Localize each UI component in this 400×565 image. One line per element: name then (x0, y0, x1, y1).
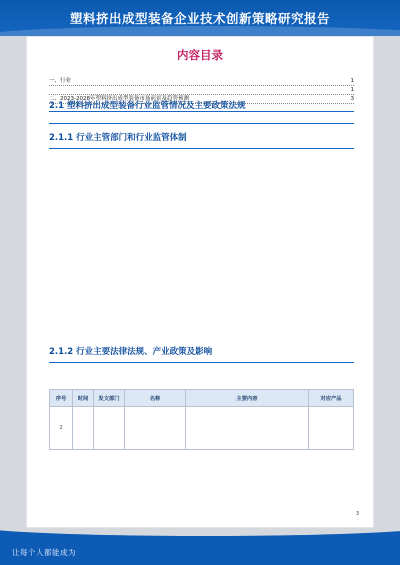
toc-entry[interactable] (49, 77, 354, 86)
footer-wave-decoration (0, 528, 400, 536)
column-header-content: 主要内容 (186, 390, 309, 407)
section-divider (49, 111, 354, 112)
section-heading: 2.1 塑料挤出成型装备行业监管情况及主要政策法规 (49, 101, 246, 111)
column-header-name: 名称 (125, 390, 186, 407)
column-header-index: 序号 (50, 390, 73, 407)
report-header-banner (0, 0, 400, 36)
toc-entry-page: 3 (350, 96, 354, 102)
toc-entry-text (49, 87, 51, 93)
toc-entry-text: 二、2023-2028年塑料挤出成型装备市场前景及趋势预测 (49, 96, 189, 102)
toc-title: 内容目录 (177, 48, 223, 62)
section-underline (49, 123, 354, 124)
cell-department (94, 407, 125, 450)
table-row (50, 407, 354, 450)
toc-entry-page: 1 (350, 87, 354, 93)
toc-entry[interactable] (49, 86, 354, 95)
regulation-table (49, 389, 354, 450)
footer-banner (0, 528, 400, 565)
document-page (26, 36, 374, 528)
cell-index: 2 (50, 407, 73, 450)
subsection-heading: 2.1.2 行业主要法律法规、产业政策及影响 (49, 347, 213, 357)
page-number: 3 (355, 511, 359, 517)
subsection-heading: 2.1.1 行业主管部门和行业监管体制 (49, 133, 187, 143)
subsection-underline (49, 362, 354, 363)
toc-entry-page: 1 (350, 78, 354, 84)
cell-name (125, 407, 186, 450)
cell-product (309, 407, 354, 450)
footer-slogan: 让每个人都能成为 (12, 548, 76, 557)
report-title: 塑料挤出成型装备企业技术创新策略研究报告 (69, 11, 330, 26)
column-header-time: 时间 (73, 390, 94, 407)
column-header-product: 对应产品 (309, 390, 354, 407)
cell-time (73, 407, 94, 450)
toc-entry-text: 一、行业 (49, 78, 72, 84)
column-header-department: 发文部门 (94, 390, 125, 407)
header-wave-decoration (0, 26, 400, 36)
subsection-underline (49, 148, 354, 149)
table-header-row (50, 390, 354, 407)
cell-content (186, 407, 309, 450)
